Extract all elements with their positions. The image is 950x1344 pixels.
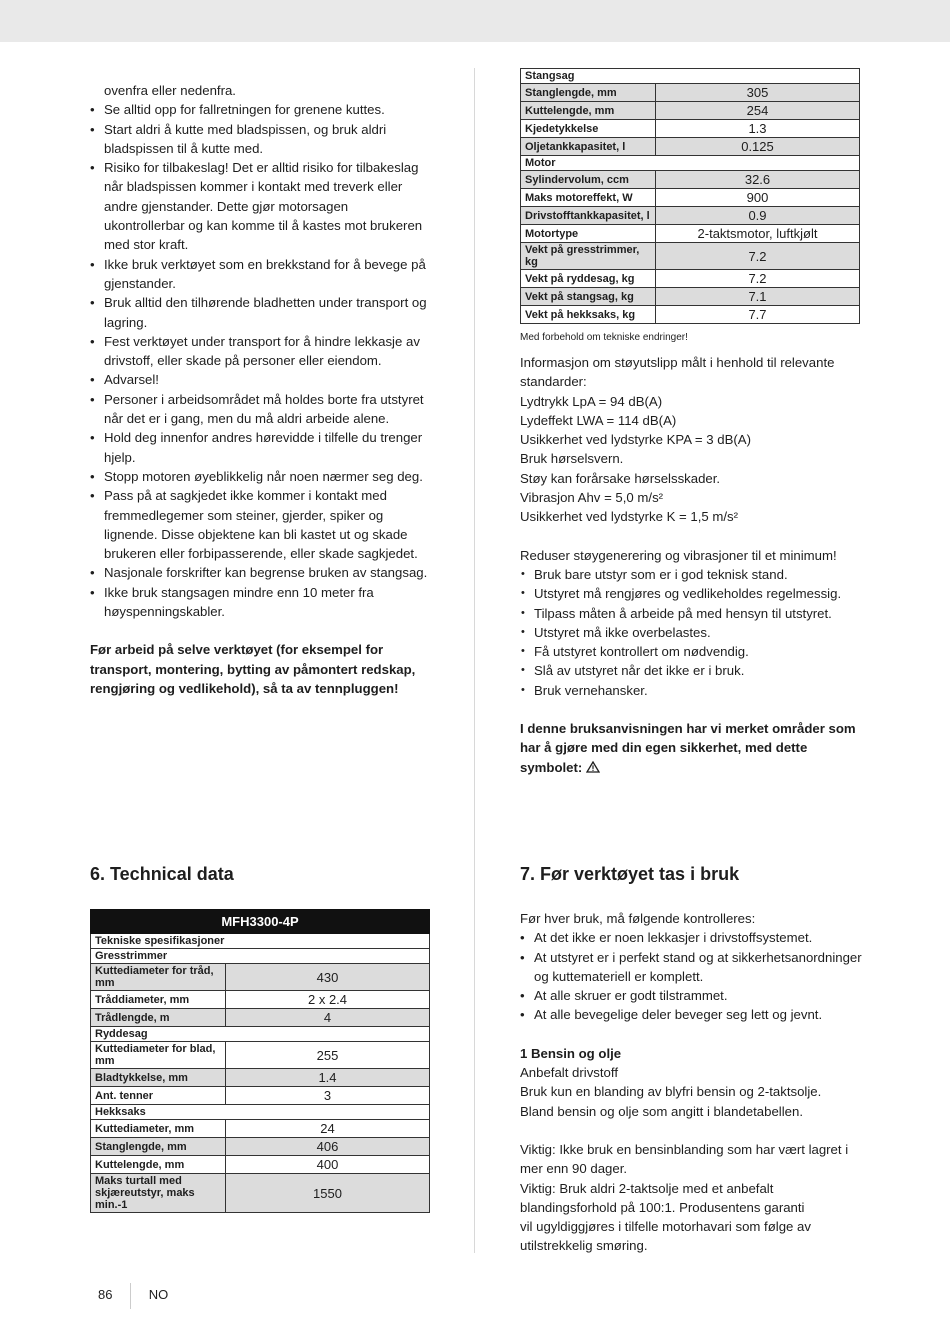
table-row <box>91 1027 430 1042</box>
list-item: • Pass på at sagkjedet ikke kommer i kontakt med fremmedlegemer som steiner, gjerder, spiker og lignende. Disse objektene kan bli kastet ut og skade brukeren eller forbipasserende, eller skade sagkjedet. <box>90 486 430 563</box>
list-item: • Bruk alltid den tilhørende bladhetten under transport og lagring. <box>90 293 430 332</box>
page-footer <box>98 1283 168 1309</box>
spec-table-stangsag <box>520 68 860 324</box>
noise-line: Vibrasjon Ahv = 5,0 m/s² <box>520 490 664 506</box>
table-row <box>521 138 860 156</box>
fuel-subheading: 1 Bensin og olje <box>520 1045 622 1061</box>
table-cell-label: Kuttelengde, mm <box>521 102 656 120</box>
table-cell-label: Stanglengde, mm <box>91 1138 226 1156</box>
list-item: • Få utstyret kontrollert om nødvendig. <box>520 642 860 661</box>
right-column-specs <box>520 68 860 777</box>
table-cell-value: 7.1 <box>656 288 860 306</box>
table-cell-label: Vekt på ryddesag, kg <box>521 270 656 288</box>
list-item: • At alle bevegelige deler beveger seg lett og jevnt. <box>520 1005 865 1024</box>
table-cell-label: Kjedetykkelse <box>521 120 656 138</box>
safety-note-text: I denne bruksanvisningen har vi merket områder som har å gjøre med din egen sikkerhet, med dette symbolet: <box>520 721 856 775</box>
table-row <box>521 189 860 207</box>
list-item: • At alle skruer er godt tilstrammet. <box>520 986 865 1005</box>
table-model-header: MFH3300-4P <box>91 910 430 934</box>
table-cell-label: Vekt på hekksaks, kg <box>521 306 656 324</box>
table-row <box>91 934 430 949</box>
table-cell-label: Maks turtall med skjæreutstyr, maks min.-1 <box>91 1174 226 1213</box>
table-row <box>521 69 860 84</box>
table-cell-value: 4 <box>226 1009 430 1027</box>
table-cell-label: Ant. tenner <box>91 1087 226 1105</box>
before-use-section <box>520 863 865 1256</box>
table-cell-value: 1.3 <box>656 120 860 138</box>
table-cell-value: 2-taktsmotor, luftkjølt <box>656 225 860 243</box>
list-item: • Ikke bruk stangsagen mindre enn 10 meter fra høyspenningskabler. <box>90 583 430 622</box>
table-row <box>521 156 860 171</box>
reduce-heading: Reduser støygenerering og vibrasjoner til et minimum! <box>520 547 837 563</box>
fuel-line: Bruk kun en blanding av blyfri bensin og 2-taktsolje. <box>520 1084 822 1100</box>
list-item: • Utstyret må ikke overbelastes. <box>520 623 860 642</box>
table-cell-value: 24 <box>226 1120 430 1138</box>
table-group-label: Stangsag <box>521 69 860 84</box>
table-cell-value: 32.6 <box>656 171 860 189</box>
section-title-technical-data: 6. Technical data <box>90 864 234 884</box>
table-cell-value: 0.9 <box>656 207 860 225</box>
list-item: • Advarsel! <box>90 370 430 389</box>
noise-line: Lydtrykk LpA = 94 dB(A) <box>520 393 663 409</box>
list-item: • At det ikke er noen lekkasjer i drivstoffsystemet. <box>520 928 865 947</box>
table-row <box>91 1105 430 1120</box>
noise-line: Informasjon om støyutslipp målt i henhold til relevante standarder: <box>520 355 835 390</box>
table-row <box>91 1042 430 1069</box>
table-cell-label: Stanglengde, mm <box>521 84 656 102</box>
table-cell-label: Drivstofftankkapasitet, l <box>521 207 656 225</box>
intro-line: ovenfra eller nedenfra. <box>104 83 236 98</box>
table-cell-label: Oljetankkapasitet, l <box>521 138 656 156</box>
list-item: • At utstyret er i perfekt stand og at sikkerhetsanordninger og kuttemateriell er komplett. <box>520 948 865 987</box>
table-row <box>91 1087 430 1105</box>
top-bar <box>0 0 950 42</box>
spec-table-technical <box>90 909 430 1213</box>
table-row <box>91 1156 430 1174</box>
before-use-intro: Før hver bruk, må følgende kontrolleres: <box>520 911 756 926</box>
table-row <box>91 949 430 964</box>
before-use-text <box>520 909 865 1256</box>
table-row <box>91 991 430 1009</box>
table-row <box>91 1120 430 1138</box>
noise-line: Lydeffekt LWA = 114 dB(A) <box>520 412 677 428</box>
fuel-line: Bland bensin og olje som angitt i blandetabellen. <box>520 1103 803 1119</box>
table-cell-value: 900 <box>656 189 860 207</box>
page-number: 86 <box>98 1287 113 1303</box>
table-cell-value: 7.7 <box>656 306 860 324</box>
list-item: • Slå av utstyret når det ikke er i bruk. <box>520 661 860 680</box>
table-cell-label: Motortype <box>521 225 656 243</box>
table-row <box>521 243 860 270</box>
list-item: • Stopp motoren øyeblikkelig når noen nærmer seg deg. <box>90 467 430 486</box>
table-row <box>521 102 860 120</box>
table-row <box>91 1138 430 1156</box>
table-cell-label: Maks motoreffekt, W <box>521 189 656 207</box>
list-item: • Fest verktøyet under transport for å hindre lekkasje av drivstoff, eller skade på personer eller eiendom. <box>90 332 430 371</box>
left-column-safety-text <box>90 81 430 698</box>
table-cell-value: 406 <box>226 1138 430 1156</box>
spec-footnote: Med forbehold om tekniske endringer! <box>520 332 688 343</box>
spark-plug-warning: Før arbeid på selve verktøyet (for eksempel for transport, montering, bytting av påmontert redskap, rengjøring og vedlikehold), så ta av tennpluggen! <box>90 642 416 696</box>
safety-symbol-note <box>520 719 860 777</box>
important-line: Viktig: Ikke bruk en bensinblanding som har vært lagret i mer enn 90 dager. <box>520 1141 849 1177</box>
table-cell-value: 305 <box>656 84 860 102</box>
important-line: vil ugyldiggjøres i tilfelle motorhavari som følge av utilstrekkelig smøring. <box>520 1219 811 1254</box>
noise-line: Usikkerhet ved lydstyrke K = 1,5 m/s² <box>520 509 739 525</box>
table-cell-value: 430 <box>226 964 430 991</box>
list-item: • Utstyret må rengjøres og vedlikeholdes regelmessig. <box>520 584 860 603</box>
table-cell-value: 255 <box>226 1042 430 1069</box>
list-item: • Se alltid opp for fallretningen for grenene kuttes. <box>90 100 430 119</box>
table-cell-value: 3 <box>226 1087 430 1105</box>
warning-triangle-icon <box>586 761 600 773</box>
column-divider <box>474 68 475 1253</box>
table-cell-label: Kuttelengde, mm <box>91 1156 226 1174</box>
table-row <box>521 207 860 225</box>
noise-line: Usikkerhet ved lydstyrke KPA = 3 dB(A) <box>520 432 751 448</box>
table-row <box>521 270 860 288</box>
table-cell-value: 254 <box>656 102 860 120</box>
table-row <box>521 84 860 102</box>
check-bullet-list <box>520 928 865 1024</box>
table-cell-value: 7.2 <box>656 270 860 288</box>
table-row <box>91 1009 430 1027</box>
table-row <box>521 306 860 324</box>
table-cell-label: Kuttediameter, mm <box>91 1120 226 1138</box>
fuel-line: Anbefalt drivstoff <box>520 1065 618 1081</box>
list-item: • Tilpass måten å arbeide på med hensyn til utstyret. <box>520 604 860 623</box>
table-cell-label: Kuttediameter for tråd, mm <box>91 964 226 991</box>
table-cell-value: 0.125 <box>656 138 860 156</box>
table-cell-label: Vekt på stangsag, kg <box>521 288 656 306</box>
table-cell-label: Trådlengde, m <box>91 1009 226 1027</box>
table-row <box>521 171 860 189</box>
technical-data-section <box>90 863 430 1213</box>
footer-divider <box>130 1283 131 1309</box>
table-row <box>521 120 860 138</box>
list-item: • Personer i arbeidsområdet må holdes borte fra utstyret når det er i gang, men du må aldri arbeide alene. <box>90 390 430 429</box>
table-cell-value: 2 x 2.4 <box>226 991 430 1009</box>
noise-line: Støy kan forårsake hørselsskader. <box>520 470 721 486</box>
list-item: • Start aldri å kutte med bladspissen, og bruk aldri bladspissen til å kutte med. <box>90 120 430 159</box>
table-cell-label: Kuttediameter for blad, mm <box>91 1042 226 1069</box>
list-item: • Hold deg innenfor andres hørevidde i tilfelle du trenger hjelp. <box>90 428 430 467</box>
list-item: • Bruk vernehansker. <box>520 681 860 700</box>
noise-info <box>520 353 860 777</box>
table-cell-value: 1.4 <box>226 1069 430 1087</box>
table-cell-value: 400 <box>226 1156 430 1174</box>
table-group-label: Hekksaks <box>91 1105 430 1120</box>
table-cell-label: Sylindervolum, ccm <box>521 171 656 189</box>
table-group-label: Ryddesag <box>91 1027 430 1042</box>
table-cell-value: 1550 <box>226 1174 430 1213</box>
reduce-bullet-list <box>520 565 860 700</box>
safety-bullet-list <box>90 100 430 621</box>
table-cell-value: 7.2 <box>656 243 860 270</box>
table-row <box>521 288 860 306</box>
table-cell-label: Vekt på gresstrimmer, kg <box>521 243 656 270</box>
important-line: Viktig: Bruk aldri 2-taktsolje med et anbefalt blandingsforhold på 100:1. Produsentens garanti <box>520 1180 805 1215</box>
table-row <box>91 1174 430 1213</box>
list-item: • Ikke bruk verktøyet som en brekkstand for å bevege på gjenstander. <box>90 255 430 294</box>
list-item: • Nasjonale forskrifter kan begrense bruken av stangsag. <box>90 563 430 582</box>
list-item: • Bruk bare utstyr som er i god teknisk stand. <box>520 565 860 584</box>
noise-line: Bruk hørselsvern. <box>520 451 624 467</box>
list-item: • Risiko for tilbakeslag! Det er alltid risiko for tilbakeslag når bladspissen kommer i kontakt med treverk eller andre gjenstander. Dette gjør motorsagen ukontrollerbar og kan komme til å kastes mot brukeren med stor kraft. <box>90 158 430 254</box>
table-group-label: Gresstrimmer <box>91 949 430 964</box>
table-row <box>521 225 860 243</box>
section-title-before-use: 7. Før verktøyet tas i bruk <box>520 864 740 884</box>
language-code: NO <box>148 1287 169 1303</box>
table-group-label: Tekniske spesifikasjoner <box>91 934 430 949</box>
table-group-label: Motor <box>521 156 860 171</box>
table-row <box>91 1069 430 1087</box>
table-cell-label: Bladtykkelse, mm <box>91 1069 226 1087</box>
table-row <box>91 964 430 991</box>
table-cell-label: Tråddiameter, mm <box>91 991 226 1009</box>
